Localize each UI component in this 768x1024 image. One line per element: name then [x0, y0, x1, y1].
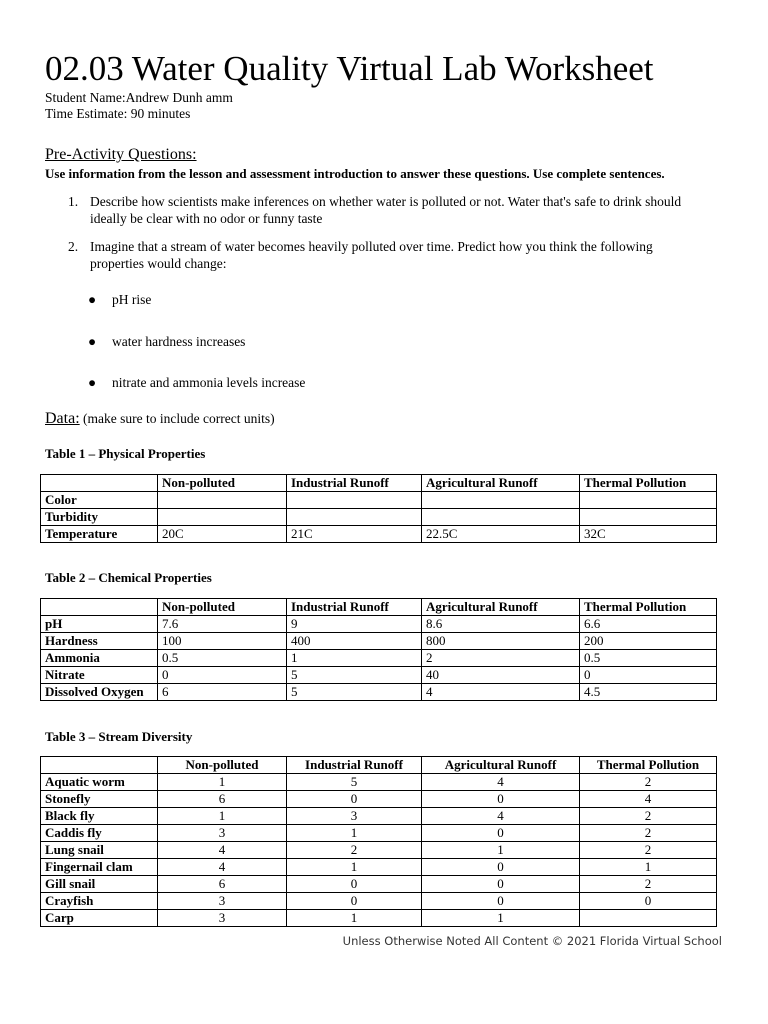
- table-cell: 1: [287, 650, 422, 667]
- row-label: Dissolved Oxygen: [41, 684, 158, 701]
- column-header: Industrial Runoff: [287, 757, 422, 774]
- row-label: Turbidity: [41, 509, 158, 526]
- row-label: Black fly: [41, 808, 158, 825]
- table-cell: [158, 492, 287, 509]
- table-cell: 1: [158, 808, 287, 825]
- table-cell: 3: [158, 893, 287, 910]
- table-row: [41, 616, 717, 633]
- table-header-row: [41, 475, 717, 492]
- row-label: Color: [41, 492, 158, 509]
- student-name-line: Student Name:Andrew Dunh amm: [45, 90, 233, 105]
- table-row: [41, 633, 717, 650]
- row-label: Ammonia: [41, 650, 158, 667]
- column-header: Non-polluted: [158, 757, 287, 774]
- table-cell: 4: [422, 774, 580, 791]
- column-header: [41, 757, 158, 774]
- table-row: [41, 842, 717, 859]
- table-cell: 6: [158, 791, 287, 808]
- table-cell: 20C: [158, 526, 287, 543]
- row-label: Aquatic worm: [41, 774, 158, 791]
- table-cell: 5: [287, 774, 422, 791]
- table-row: [41, 825, 717, 842]
- table-header-row: [41, 599, 717, 616]
- table-cell: 1: [422, 910, 580, 927]
- time-estimate-line: Time Estimate: 90 minutes: [45, 106, 191, 121]
- column-header: Agricultural Runoff: [422, 475, 580, 492]
- table-cell: 0: [422, 791, 580, 808]
- table-physical-properties: [40, 474, 717, 543]
- table-cell: 3: [158, 825, 287, 842]
- table-row: [41, 893, 717, 910]
- table-row: [41, 859, 717, 876]
- row-label: Fingernail clam: [41, 859, 158, 876]
- table-cell: 1: [287, 825, 422, 842]
- question-number: 2.: [68, 239, 79, 254]
- table-1-caption: Table 1 – Physical Properties: [45, 446, 206, 461]
- column-header: Thermal Pollution: [580, 757, 717, 774]
- table-cell: [580, 910, 717, 927]
- table-cell: 2: [580, 808, 717, 825]
- table-cell: [287, 509, 422, 526]
- column-header: Agricultural Runoff: [422, 757, 580, 774]
- table-cell: 2: [580, 876, 717, 893]
- table-cell: 0: [580, 667, 717, 684]
- table-cell: 4: [422, 684, 580, 701]
- table-cell: [422, 492, 580, 509]
- bullet-item: [88, 292, 151, 308]
- bullet-text: water hardness increases: [112, 334, 246, 349]
- column-header: Thermal Pollution: [580, 599, 717, 616]
- data-heading-note: (make sure to include correct units): [79, 411, 275, 426]
- table-cell: 4: [580, 791, 717, 808]
- table-cell: 0: [422, 876, 580, 893]
- table-cell: 100: [158, 633, 287, 650]
- column-header: Non-polluted: [158, 599, 287, 616]
- table-cell: 2: [287, 842, 422, 859]
- copyright-footer: Unless Otherwise Noted All Content © 2021 Florida Virtual School: [342, 934, 722, 948]
- row-label: Gill snail: [41, 876, 158, 893]
- table-cell: 800: [422, 633, 580, 650]
- table-cell: 40: [422, 667, 580, 684]
- table-cell: 0: [422, 825, 580, 842]
- column-header: Industrial Runoff: [287, 475, 422, 492]
- table-cell: 0: [287, 791, 422, 808]
- question-2: [68, 238, 708, 272]
- data-heading: [45, 410, 275, 428]
- column-header: Agricultural Runoff: [422, 599, 580, 616]
- question-text: Imagine that a stream of water becomes heavily polluted over time. Predict how you think the following properties would change:: [90, 239, 653, 271]
- table-cell: 0: [158, 667, 287, 684]
- table-row: [41, 774, 717, 791]
- table-cell: 2: [580, 774, 717, 791]
- question-1: [68, 193, 708, 227]
- table-row: [41, 492, 717, 509]
- question-number: 1.: [68, 194, 79, 209]
- table-cell: 5: [287, 684, 422, 701]
- table-cell: 6: [158, 684, 287, 701]
- table-cell: 7.6: [158, 616, 287, 633]
- row-label: Caddis fly: [41, 825, 158, 842]
- table-cell: 0.5: [580, 650, 717, 667]
- table-cell: 0.5: [158, 650, 287, 667]
- table-cell: 0: [422, 859, 580, 876]
- table-header-row: [41, 757, 717, 774]
- table-2-caption: Table 2 – Chemical Properties: [45, 570, 212, 585]
- table-cell: 4: [158, 859, 287, 876]
- column-header: [41, 599, 158, 616]
- table-cell: [422, 509, 580, 526]
- table-cell: 1: [287, 910, 422, 927]
- table-cell: [580, 492, 717, 509]
- table-cell: [287, 492, 422, 509]
- table-cell: 21C: [287, 526, 422, 543]
- table-cell: 32C: [580, 526, 717, 543]
- table-row: [41, 650, 717, 667]
- table-cell: [158, 509, 287, 526]
- pre-activity-instructions: Use information from the lesson and assessment introduction to answer these questions. Use complete sentences.: [45, 166, 665, 181]
- table-cell: 6.6: [580, 616, 717, 633]
- data-heading-label: Data:: [45, 410, 80, 427]
- table-cell: 4: [422, 808, 580, 825]
- table-cell: 400: [287, 633, 422, 650]
- column-header: Industrial Runoff: [287, 599, 422, 616]
- row-label: Lung snail: [41, 842, 158, 859]
- bullet-item: [88, 375, 305, 391]
- table-cell: 8.6: [422, 616, 580, 633]
- column-header: Thermal Pollution: [580, 475, 717, 492]
- table-row: [41, 526, 717, 543]
- row-label: Stonefly: [41, 791, 158, 808]
- student-info: [45, 90, 233, 122]
- bullet-item: [88, 334, 245, 350]
- bullet-text: nitrate and ammonia levels increase: [112, 375, 306, 390]
- bullet-icon: ●: [88, 334, 97, 349]
- row-label: Crayfish: [41, 893, 158, 910]
- table-row: [41, 684, 717, 701]
- table-row: [41, 667, 717, 684]
- table-cell: 5: [287, 667, 422, 684]
- table-cell: 3: [158, 910, 287, 927]
- table-cell: 1: [422, 842, 580, 859]
- table-cell: 2: [422, 650, 580, 667]
- table-cell: 1: [580, 859, 717, 876]
- table-3-caption: Table 3 – Stream Diversity: [45, 729, 193, 744]
- bullet-icon: ●: [88, 292, 97, 307]
- row-label: Hardness: [41, 633, 158, 650]
- pre-activity-heading: Pre-Activity Questions:: [45, 146, 197, 163]
- row-label: Temperature: [41, 526, 158, 543]
- row-label: Carp: [41, 910, 158, 927]
- table-cell: 1: [287, 859, 422, 876]
- page-title: 02.03 Water Quality Virtual Lab Worksheet: [45, 49, 654, 88]
- table-cell: 4: [158, 842, 287, 859]
- table-row: [41, 791, 717, 808]
- column-header: Non-polluted: [158, 475, 287, 492]
- table-stream-diversity: [40, 756, 717, 927]
- table-cell: 9: [287, 616, 422, 633]
- table-cell: 6: [158, 876, 287, 893]
- question-text: Describe how scientists make inferences on whether water is polluted or not. Water that's safe to drink should ideally be clear with no odor or funny taste: [90, 194, 682, 226]
- row-label: pH: [41, 616, 158, 633]
- table-cell: 0: [287, 876, 422, 893]
- row-label: Nitrate: [41, 667, 158, 684]
- table-cell: 200: [580, 633, 717, 650]
- table-row: [41, 808, 717, 825]
- table-cell: 0: [422, 893, 580, 910]
- bullet-icon: ●: [88, 375, 97, 390]
- table-cell: 2: [580, 825, 717, 842]
- column-header: [41, 475, 158, 492]
- table-row: [41, 509, 717, 526]
- table-cell: 2: [580, 842, 717, 859]
- table-chemical-properties: [40, 598, 717, 701]
- table-cell: 1: [158, 774, 287, 791]
- table-cell: [580, 509, 717, 526]
- table-cell: 22.5C: [422, 526, 580, 543]
- table-row: [41, 910, 717, 927]
- table-cell: 0: [287, 893, 422, 910]
- table-cell: 3: [287, 808, 422, 825]
- bullet-text: pH rise: [112, 292, 152, 307]
- table-row: [41, 876, 717, 893]
- table-cell: 0: [580, 893, 717, 910]
- table-cell: 4.5: [580, 684, 717, 701]
